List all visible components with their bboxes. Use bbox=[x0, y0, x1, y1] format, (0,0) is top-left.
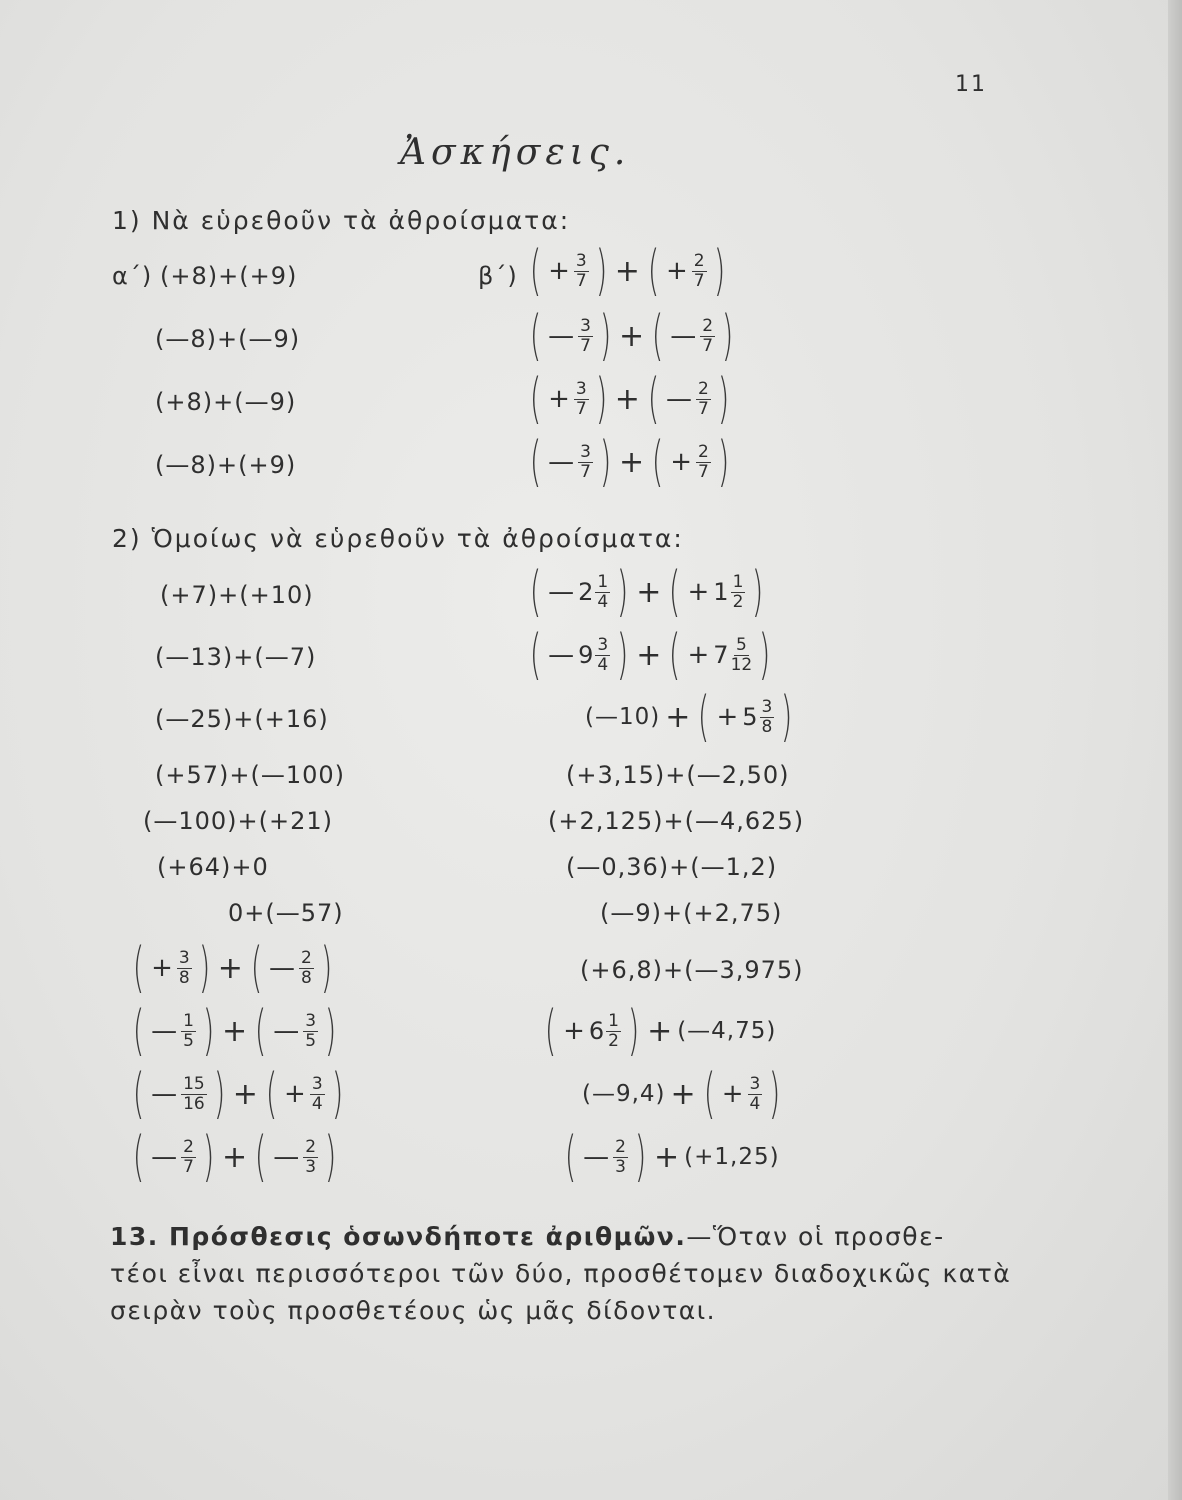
page-number: 11 bbox=[955, 72, 987, 97]
ex2-right-item: (+6,8)+(—3,975) bbox=[580, 956, 804, 984]
alpha-label: α΄) bbox=[112, 262, 153, 290]
ex2-right-item: (—9)+(+2,75) bbox=[600, 899, 783, 927]
ex2-left-item: (+57)+(—100) bbox=[155, 761, 346, 789]
ex1-b-item: ( — 3 7 ) + ( — 2 7 ) bbox=[529, 304, 734, 367]
ex2-right-item: ( — 2 3 ) + (+1,25) bbox=[564, 1125, 780, 1188]
exercise-2-label: 2) Ὁμοίως νὰ εὑρεθοῦν τὰ ἀθροίσματα: bbox=[112, 524, 684, 553]
ex2-right-item: (+3,15)+(—2,50) bbox=[566, 761, 790, 789]
section-13-line-1: —Ὅταν οἱ προσθε- bbox=[686, 1222, 945, 1251]
ex1-b-item: ( + $\frac{3}{7}$ ) + ( — 2 7 ) bbox=[529, 367, 730, 430]
ex2-right-item: ( — 9 3 4 ) + ( + 7 5 12 ) bbox=[529, 623, 771, 686]
ex2-left-item: (—100)+(+21) bbox=[143, 807, 334, 835]
beta-label: β΄) bbox=[478, 262, 518, 290]
ex2-left-item: 0+(—57) bbox=[228, 899, 344, 927]
ex1-b-item: ( + $\frac{3}{7}$ ) + ( + $\frac{2}{7}$ ) bbox=[529, 239, 725, 302]
ex2-right-item: ( + 6 1 2 ) + (—4,75) bbox=[544, 999, 777, 1062]
ex2-left-frac-item: ( — 1 5 ) + ( — 3 5 ) bbox=[132, 999, 337, 1062]
section-13-line-3: σειρὰν τοὺς προσθετέους ὡς μᾶς δίδονται. bbox=[110, 1296, 717, 1325]
ex2-left-frac-item: ( — 15 16 ) + ( + $\frac{3}{4}$ ) bbox=[132, 1062, 343, 1125]
ex1-a-item: (—8)+(+9) bbox=[155, 451, 297, 479]
ex2-right-item: (—10) + ( + 5 3 8 ) bbox=[585, 685, 793, 748]
section-13-heading: 13. Πρόσθεσις ὁσωνδήποτε ἀριθμῶν. bbox=[110, 1222, 687, 1251]
ex2-right-item: (—9,4) + ( + $\frac{3}{4}$ ) bbox=[582, 1062, 781, 1125]
ex2-left-item: (—25)+(+16) bbox=[155, 705, 329, 733]
page-title: Ἀσκήσεις. bbox=[400, 132, 631, 173]
section-13-line-2: τέοι εἶναι περισσότεροι τῶν δύο, προσθέτομεν διαδοχικῶς κατὰ bbox=[110, 1259, 1012, 1288]
ex2-right-item: (+2,125)+(—4,625) bbox=[548, 807, 805, 835]
ex2-left-frac-item: ( + $\frac{3}{8}$ ) + ( — 2 8 ) bbox=[132, 936, 333, 999]
ex1-a-item: (—8)+(—9) bbox=[155, 325, 301, 353]
exercise-1-label: 1) Νὰ εὑρεθοῦν τὰ ἀθροίσματα: bbox=[112, 206, 571, 235]
ex2-left-item: (+7)+(+10) bbox=[160, 581, 314, 609]
ex1-a-item: (+8)+(+9) bbox=[160, 262, 298, 290]
ex2-left-item: (+64)+0 bbox=[157, 853, 269, 881]
section-13-paragraph bbox=[110, 1218, 1010, 1329]
ex2-left-item: (—13)+(—7) bbox=[155, 643, 317, 671]
ex1-b-item: ( — 3 7 ) + ( + $\frac{2}{7}$ ) bbox=[529, 430, 730, 493]
ex2-right-item: ( — 2 1 4 ) + ( + 1 1 2 ) bbox=[529, 560, 764, 623]
ex1-a-item: (+8)+(—9) bbox=[155, 388, 297, 416]
ex2-left-frac-item: ( — 2 7 ) + ( — 2 3 ) bbox=[132, 1125, 337, 1188]
ex2-right-item: (—0,36)+(—1,2) bbox=[566, 853, 778, 881]
page-edge-shadow bbox=[1168, 0, 1182, 1500]
